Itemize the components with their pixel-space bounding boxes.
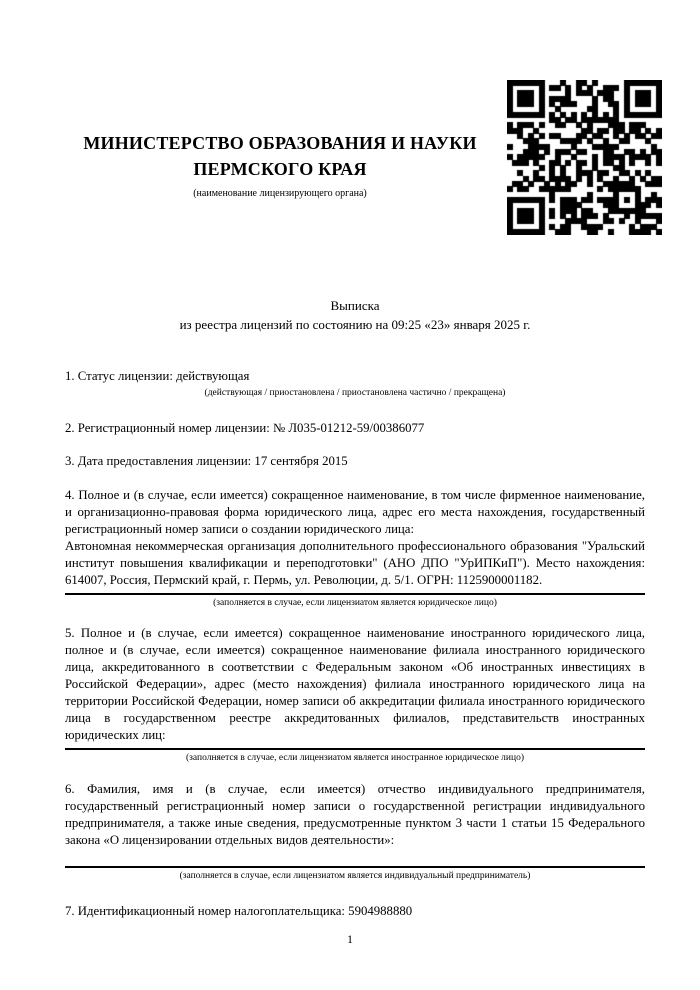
legal-entity-note: (заполняется в случае, если лицензиатом является юридическое лицо) — [213, 598, 497, 608]
taxpayer-id-item: 7. Идентификационный номер налогоплательщика: 5904988880 — [65, 904, 413, 918]
field-underline — [65, 866, 645, 868]
page-number: 1 — [347, 932, 353, 946]
legal-entity-value: Автономная некоммерческая организация дополнительного профессионального образования "Уральский институт повышения квалификации и переподготовки" (АНО ДПО "УрИПКиП"). Место нахождения: 614007, Россия, Пермский край, г. Пермь, ул. Революции, д. 5/1. ОГРН: 1125900001182. — [65, 539, 645, 587]
licensing-authority-header — [60, 130, 500, 200]
ministry-name: МИНИСТЕРСТВО ОБРАЗОВАНИЯ И НАУКИ ПЕРМСКОГО КРАЯ — [83, 133, 477, 179]
entrepreneur-item — [65, 781, 645, 883]
legal-entity-label: 4. Полное и (в случае, если имеется) сокращенное наименование, в том числе фирменное наименование, и организационно-правовая форма юридического лица, адрес его места нахождения, государственный регистрационный номер записи о создании юридического лица: — [65, 488, 645, 536]
legal-entity-item — [65, 487, 645, 610]
document-title-line1: Выписка — [330, 298, 380, 313]
registration-number-item: 2. Регистрационный номер лицензии: № Л035-01212-59/00386077 — [65, 421, 425, 435]
document-content — [65, 0, 645, 920]
foreign-entity-label: 5. Полное и (в случае, если имеется) сокращенное наименование иностранного юридического лица, полное и (в случае, если имеется) сокращенное наименование филиала иностранного юридического лица, аккредитованного в соответствии с Федеральным законом «Об иностранных инвестициях в Российской Федерации», адрес (место нахождения) филиала иностранного юридического лица на территории Российской Федерации, номер записи об аккредитации филиала иностранного юридического лица в государственном реестре аккредитованных филиалов, представительств иностранных юридических лиц: — [65, 626, 645, 742]
foreign-entity-item — [65, 625, 645, 765]
entrepreneur-label: 6. Фамилия, имя и (в случае, если имеется) отчество индивидуального предпринимателя, государственный регистрационный номер записи о государственной регистрации индивидуального предпринимателя, а также иные сведения, предусмотренные пунктом 3 части 1 статьи 15 Федерального закона «О лицензировании отдельных видов деятельности»: — [65, 782, 645, 847]
field-underline — [65, 748, 645, 750]
licensing-authority-caption: (наименование лицензирующего органа) — [193, 188, 367, 199]
license-status-note: (действующая / приостановлена / приостановлена частично / прекращена) — [204, 388, 506, 398]
entrepreneur-note: (заполняется в случае, если лицензиатом является индивидуальный предприниматель) — [179, 871, 531, 881]
foreign-entity-note: (заполняется в случае, если лицензиатом является иностранное юридическое лицо) — [186, 753, 524, 763]
license-grant-date-item: 3. Дата предоставления лицензии: 17 сентября 2015 — [65, 454, 348, 468]
document-title-line2: из реестра лицензий по состоянию на 09:25 «23» января 2025 г. — [179, 317, 531, 332]
license-status-item — [65, 368, 645, 400]
license-status-text: 1. Статус лицензии: действующая — [65, 369, 250, 383]
document-title — [65, 296, 645, 334]
field-underline — [65, 593, 645, 595]
